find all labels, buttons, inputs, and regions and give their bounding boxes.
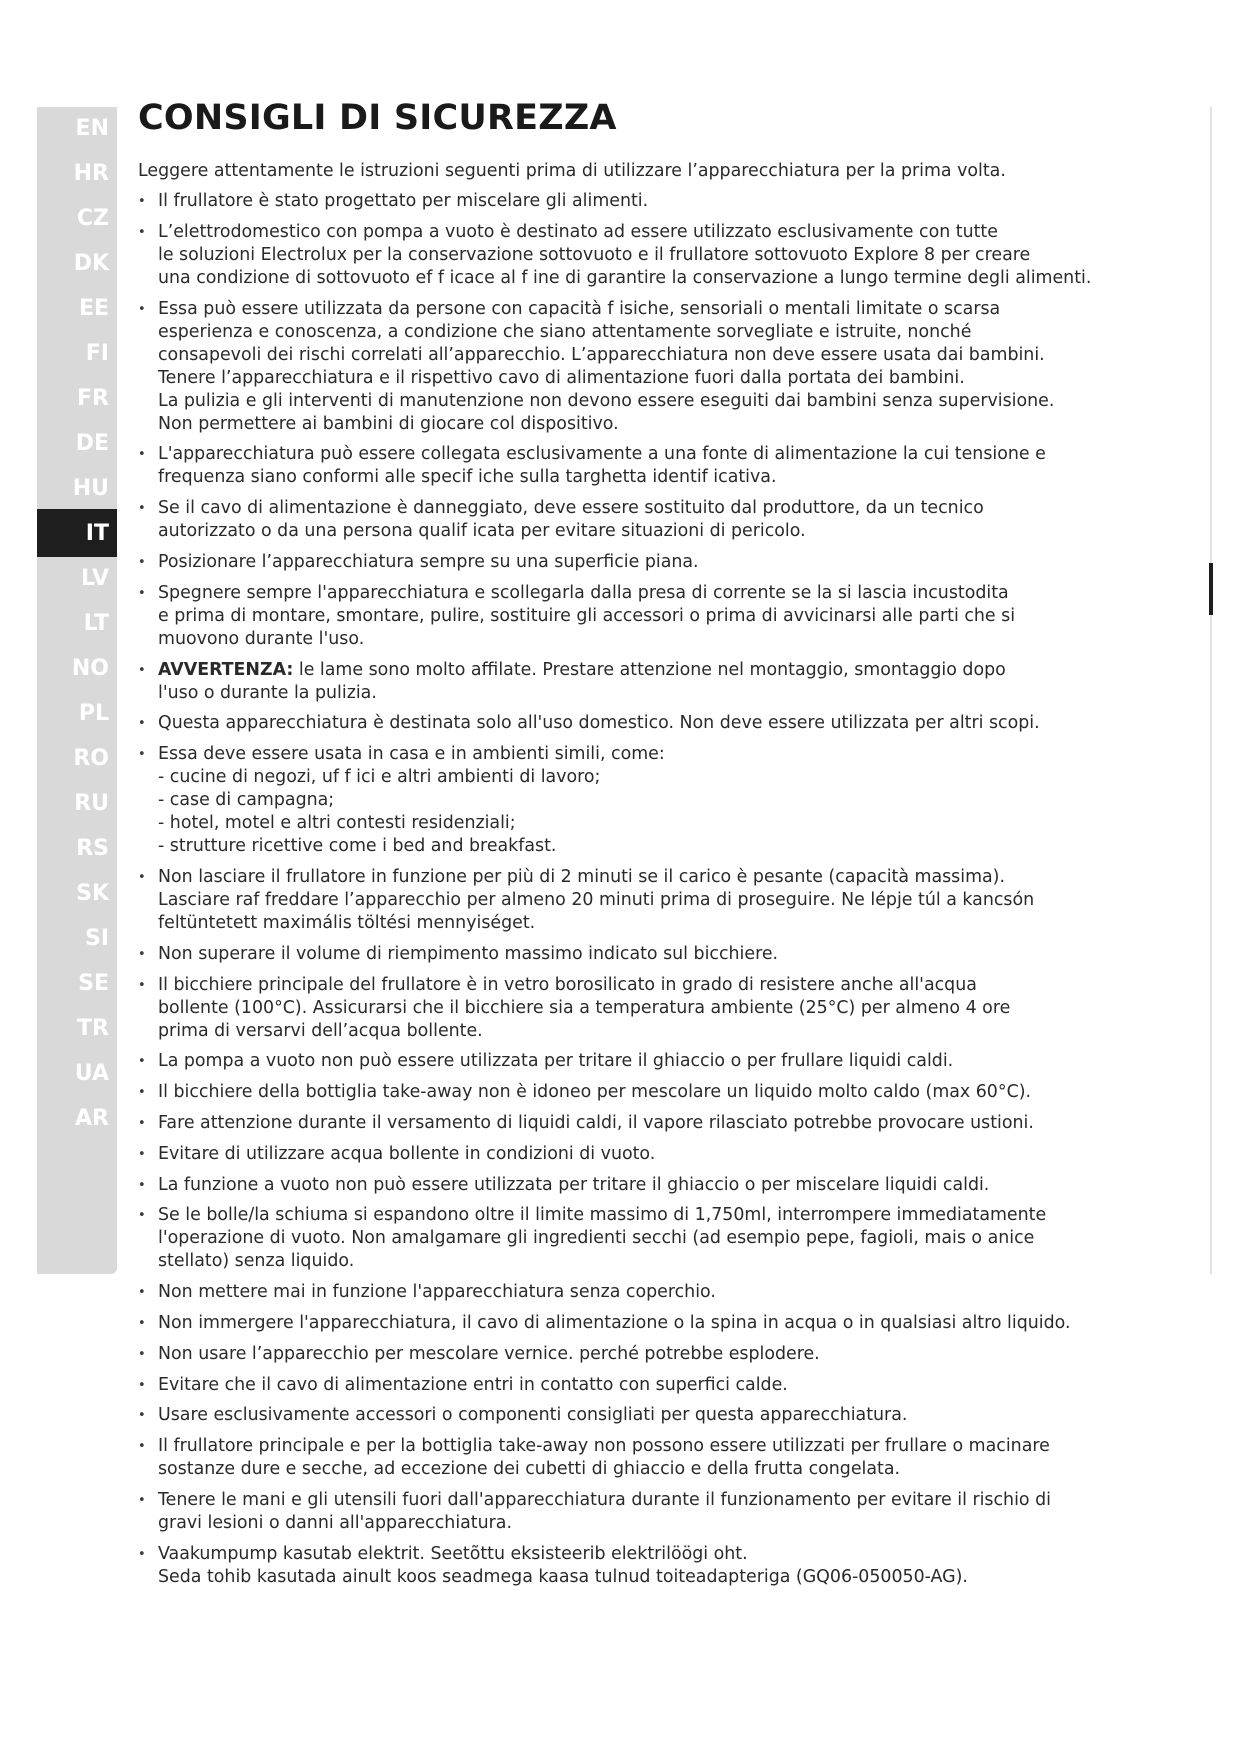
safety-item-line: gravi lesioni o danni all'apparecchiatura. xyxy=(158,1512,512,1533)
safety-item-line: frequenza siano conformi alle specif iche sulla targhetta identif icativa. xyxy=(158,467,777,488)
language-tab-tr[interactable]: TR xyxy=(77,1015,109,1041)
safety-list-item xyxy=(138,1404,1158,1427)
safety-item-line: stellato) senza liquido. xyxy=(158,1251,355,1272)
language-tab-bar xyxy=(37,107,117,1274)
safety-item-line: • Evitare di utilizzare acqua bollente in condizioni di vuoto. xyxy=(158,1143,656,1164)
safety-item-line: • Fare attenzione durante il versamento di liquidi caldi, il vapore rilasciato potrebbe provocare ustioni. xyxy=(158,1112,1034,1133)
safety-item-line: • Se il cavo di alimentazione è danneggiato, deve essere sostituito dal produttore, da un tecnico xyxy=(158,498,984,519)
safety-list-item xyxy=(138,1489,1158,1535)
safety-list-item xyxy=(138,1112,1158,1135)
safety-list-item xyxy=(138,1174,1158,1197)
safety-item-line: muovono durante l'uso. xyxy=(158,628,365,649)
safety-item-line: - case di campagna; xyxy=(158,790,335,811)
safety-item-line: Lasciare raf freddare l’apparecchio per almeno 20 minuti prima di proseguire. Ne lépje túl a kancsón xyxy=(158,889,1035,910)
safety-item-line: - strutture ricettive come i bed and breakfast. xyxy=(158,836,557,857)
safety-list-item xyxy=(138,497,1158,543)
safety-item-line: • Spegnere sempre l'apparecchiatura e scollegarla dalla presa di corrente se la si lascia incustodita xyxy=(158,582,1009,603)
safety-list-item xyxy=(138,1435,1158,1481)
safety-item-line: • Essa deve essere usata in casa e in ambienti simili, come: xyxy=(158,744,665,765)
safety-list-item xyxy=(138,1143,1158,1166)
intro-text: Leggere attentamente le istruzioni seguenti prima di utilizzare l’apparecchiatura per la prima volta. xyxy=(138,161,1006,181)
safety-item-line: La pulizia e gli interventi di manutenzione non devono essere eseguiti dai bambini senza supervisione. xyxy=(158,390,1055,411)
page-edge-line xyxy=(1210,107,1212,1274)
language-tab-hu[interactable]: HU xyxy=(72,475,109,501)
safety-item-line: sostanze dure e secche, ad eccezione dei cubetti di ghiaccio e della frutta congelata. xyxy=(158,1459,901,1480)
safety-item-line: • Essa può essere utilizzata da persone con capacità f isiche, sensoriali o mentali limitate o scarsa xyxy=(158,298,1001,319)
safety-item-line: • Non superare il volume di riempimento massimo indicato sul bicchiere. xyxy=(158,943,779,964)
safety-list-item xyxy=(138,943,1158,966)
language-tab-dk[interactable]: DK xyxy=(73,250,109,276)
safety-item-line: • La pompa a vuoto non può essere utilizzata per tritare il ghiaccio o per frullare liquidi caldi. xyxy=(158,1051,954,1072)
safety-item-line: - hotel, motel e altri contesti residenziali; xyxy=(158,813,516,834)
safety-list-item xyxy=(138,1343,1158,1366)
warning-text: le lame sono molto affilate. Prestare attenzione nel montaggio, smontaggio dopo xyxy=(298,659,1006,680)
safety-item-line: - cucine di negozi, uf f ici e altri ambienti di lavoro; xyxy=(158,767,601,788)
safety-list-item xyxy=(138,582,1158,651)
page-edge-marker xyxy=(1209,563,1213,615)
safety-item-line: • Usare esclusivamente accessori o componenti consigliati per questa apparecchiatura. xyxy=(158,1405,908,1426)
safety-item-line: • Evitare che il cavo di alimentazione entri in contatto con superfici calde. xyxy=(158,1374,788,1395)
warning-label: AVVERTENZA: xyxy=(158,659,294,680)
safety-item-line: esperienza e conoscenza, a condizione che siano attentamente sorvegliate e istruite, nonché xyxy=(158,321,972,342)
safety-list-item xyxy=(138,743,1158,858)
safety-item-line: Non permettere ai bambini di giocare col dispositivo. xyxy=(158,413,619,434)
safety-list-item xyxy=(138,221,1158,290)
safety-item-line: e prima di montare, smontare, pulire, sostituire gli accessori o prima di avvicinarsi alle parti che si xyxy=(158,605,1016,626)
language-tab-rs[interactable]: RS xyxy=(76,835,109,861)
safety-item-line: • Vaakumpump kasutab elektrit. Seetõttu eksisteerib elektrilöögi oht. xyxy=(158,1543,748,1564)
safety-item-line: • L'apparecchiatura può essere collegata esclusivamente a una fonte di alimentazione la cui tensione e xyxy=(158,444,1046,465)
safety-item-line xyxy=(158,659,1158,682)
language-tab-hr[interactable]: HR xyxy=(73,160,109,186)
safety-item-line: • Il frullatore è stato progettato per miscelare gli alimenti. xyxy=(158,191,649,211)
safety-list-item xyxy=(138,1543,1158,1589)
safety-item-line: • Non immergere l'apparecchiatura, il cavo di alimentazione o la spina in acqua o in qualsiasi altro liquido. xyxy=(158,1312,1071,1333)
language-tab-ua[interactable]: UA xyxy=(74,1060,109,1086)
safety-item-line: • La funzione a vuoto non può essere utilizzata per tritare il ghiaccio o per miscelare liquidi caldi. xyxy=(158,1174,990,1195)
safety-item-line: • Il bicchiere principale del frullatore è in vetro borosilicato in grado di resistere anche all'acqua xyxy=(158,974,977,995)
safety-list-item xyxy=(138,1081,1158,1104)
language-tab-ee[interactable]: EE xyxy=(78,295,109,321)
safety-item-line: una condizione di sottovuoto ef f icace al f ine di garantire la conservazione a lungo termine degli alimenti. xyxy=(158,267,1092,288)
safety-list-item xyxy=(138,551,1158,574)
safety-item-line: • Non lasciare il frullatore in funzione per più di 2 minuti se il carico è pesante (capacità massima). xyxy=(158,866,1005,887)
safety-list-item xyxy=(138,712,1158,735)
language-tab-ar[interactable]: AR xyxy=(75,1105,109,1131)
safety-list-item xyxy=(138,866,1158,935)
safety-section xyxy=(138,98,1158,1597)
language-tab-fi[interactable]: FI xyxy=(85,340,109,366)
safety-item-line: prima di versarvi dell’acqua bollente. xyxy=(158,1020,483,1041)
page-title: CONSIGLI DI SICUREZZA xyxy=(138,98,617,138)
language-tab-de[interactable]: DE xyxy=(75,430,109,456)
language-tab-ru[interactable]: RU xyxy=(74,790,109,816)
safety-item-line: autorizzato o da una persona qualif icata per evitare situazioni di pericolo. xyxy=(158,521,806,542)
safety-item-line: • Se le bolle/la schiuma si espandono oltre il limite massimo di 1,750ml, interrompere immediatamente xyxy=(158,1205,1047,1226)
language-tab-sk[interactable]: SK xyxy=(76,880,109,906)
safety-item-line: • Il frullatore principale e per la bottiglia take-away non possono essere utilizzati per frullare o macinare xyxy=(158,1436,1050,1457)
safety-list-item xyxy=(138,443,1158,489)
safety-item-line: • Non mettere mai in funzione l'apparecchiatura senza coperchio. xyxy=(158,1282,716,1303)
safety-list-item xyxy=(138,1204,1158,1273)
safety-item-line: Tenere l’apparecchiatura e il rispettivo cavo di alimentazione fuori dalla portata dei bambini. xyxy=(158,367,965,388)
language-tab-no[interactable]: NO xyxy=(71,655,109,681)
safety-list-item xyxy=(138,1374,1158,1397)
language-tab-en[interactable]: EN xyxy=(75,115,109,141)
safety-item-line: l'operazione di vuoto. Non amalgamare gli ingredienti secchi (ad esempio pepe, fagioli, mais o anice xyxy=(158,1228,1035,1249)
safety-item-line: bollente (100°C). Assicurarsi che il bicchiere sia a temperatura ambiente (25°C) per almeno 4 ore xyxy=(158,997,1011,1018)
language-tab-lt[interactable]: LT xyxy=(83,610,109,636)
safety-item-line: feltüntetett maximális töltési mennyiséget. xyxy=(158,912,536,933)
language-tab-fr[interactable]: FR xyxy=(77,385,109,411)
safety-item-line: Seda tohib kasutada ainult koos seadmega kaasa tulnud toiteadapteriga (GQ06-050050-AG). xyxy=(158,1566,968,1587)
safety-list-item xyxy=(138,1281,1158,1304)
safety-list-item xyxy=(138,298,1158,436)
safety-item-line: • Non usare l’apparecchio per mescolare vernice. perché potrebbe esplodere. xyxy=(158,1343,820,1364)
language-tab-lv[interactable]: LV xyxy=(80,565,109,591)
safety-list xyxy=(138,190,1158,1589)
safety-list-item xyxy=(138,1312,1158,1335)
safety-item-line: consapevoli dei rischi correlati all’apparecchio. L’apparecchiatura non deve essere usata dai bambini. xyxy=(158,344,1045,365)
language-tab-pl[interactable]: PL xyxy=(78,700,109,726)
safety-item-line: • Posizionare l’apparecchiatura sempre su una superficie piana. xyxy=(158,551,699,572)
language-tab-se[interactable]: SE xyxy=(78,970,109,996)
safety-list-item xyxy=(138,1050,1158,1073)
safety-item-line: • Questa apparecchiatura è destinata solo all'uso domestico. Non deve essere utilizzata per altri scopi. xyxy=(158,713,1040,734)
safety-item-line: le soluzioni Electrolux per la conservazione sottovuoto e il frullatore sottovuoto Explore 8 per creare xyxy=(158,244,1031,265)
safety-item-line: • Tenere le mani e gli utensili fuori dall'apparecchiatura durante il funzionamento per evitare il rischio di xyxy=(158,1489,1051,1510)
safety-list-item xyxy=(138,659,1158,705)
language-tab-cz[interactable]: CZ xyxy=(76,205,109,231)
safety-item-line: • Il bicchiere della bottiglia take-away non è idoneo per mescolare un liquido molto caldo (max 60°C). xyxy=(158,1082,1032,1103)
safety-item-line: • L’elettrodomestico con pompa a vuoto è destinato ad essere utilizzato esclusivamente con tutte xyxy=(158,221,998,242)
safety-list-item xyxy=(138,190,1158,213)
language-tab-ro[interactable]: RO xyxy=(73,745,109,771)
language-tab-si[interactable]: SI xyxy=(84,925,109,951)
safety-item-line: l'uso o durante la pulizia. xyxy=(158,682,377,703)
safety-list-item xyxy=(138,974,1158,1043)
language-tab-it[interactable]: IT xyxy=(37,509,117,557)
